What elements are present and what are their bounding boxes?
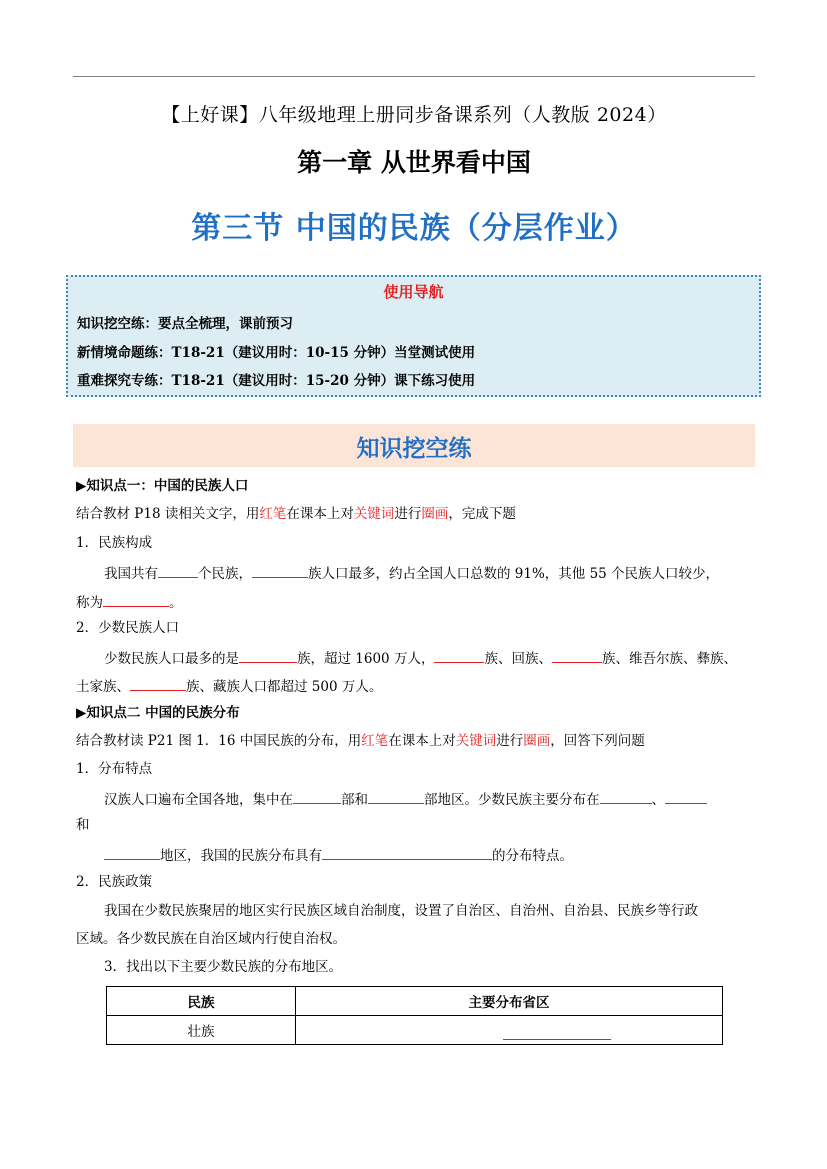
kp2-intro-red-circle: 圈画 bbox=[523, 733, 551, 749]
kp2-para1-line2: 和 bbox=[76, 817, 90, 833]
header-rule bbox=[73, 76, 755, 77]
kp2-intro-text-a: 结合教材读 P21 图 1．16 中国民族的分布，用 bbox=[76, 733, 362, 749]
kp2-sub2: 2．民族政策 bbox=[76, 874, 153, 890]
kp2-para2-line2: 区域。各少数民族在自治区域内行使自治权。 bbox=[76, 931, 346, 947]
blank-field[interactable] bbox=[665, 789, 707, 804]
kp1-p1-text-c: 族人口最多，约占全国人口总数的 91%，其他 55 个民族人口较少， bbox=[308, 566, 720, 582]
blank-field[interactable] bbox=[322, 845, 492, 860]
kp1-p2-text-f: 族、藏族人口都超过 500 万人。 bbox=[186, 679, 383, 695]
usage-guide-box bbox=[66, 275, 761, 397]
guide-line-2: 新情境命题练：T18-21（建议用时：10-15 分钟）当堂测试使用 bbox=[77, 345, 476, 361]
blank-field[interactable] bbox=[104, 845, 160, 860]
kp1-intro bbox=[76, 505, 516, 523]
guide-title: 使用导航 bbox=[383, 283, 444, 301]
guide-line-3: 重难探究专练：T18-21（建议用时：15-20 分钟）课下练习使用 bbox=[77, 373, 476, 389]
kp2-intro-text-b: 在课本上对 bbox=[388, 733, 456, 749]
kp1-intro-red-circle: 圈画 bbox=[421, 506, 449, 522]
kp2-intro-text-d: ，回答下列问题 bbox=[550, 733, 645, 749]
kp2-sub3: 3．找出以下主要少数民族的分布地区。 bbox=[104, 959, 343, 975]
blank-field[interactable] bbox=[368, 789, 424, 804]
kp1-p1-text-e: 。 bbox=[169, 595, 183, 611]
kp2-p1-text-c: 部地区。少数民族主要分布在 bbox=[424, 792, 600, 808]
table-header-row bbox=[107, 987, 723, 1016]
kp1-p2-text-b: 族，超过 1600 万人， bbox=[297, 651, 435, 667]
kp1-p2-text-a: 少数民族人口最多的是 bbox=[104, 651, 239, 667]
kp1-p2-text-c: 族、回族、 bbox=[484, 651, 552, 667]
kp1-sub1: 1．民族构成 bbox=[76, 535, 153, 551]
kp2-intro bbox=[76, 732, 645, 750]
kp1-para2-line2 bbox=[76, 676, 382, 696]
kp2-p1-text-d: 、 bbox=[651, 792, 665, 808]
kp1-intro-text-c: 进行 bbox=[394, 506, 422, 522]
section-title: 第三节 中国的民族（分层作业） bbox=[191, 211, 637, 246]
section-banner bbox=[73, 424, 755, 467]
kp1-p2-text-d: 族、维吾尔族、彝族、 bbox=[601, 651, 737, 667]
kp1-intro-red-keyword: 关键词 bbox=[353, 506, 395, 522]
kp1-para1-line2 bbox=[76, 592, 183, 612]
kp1-para2-line1 bbox=[104, 648, 737, 668]
kp1-sub2: 2．少数民族人口 bbox=[76, 620, 180, 636]
table-row bbox=[107, 1016, 723, 1045]
kp2-intro-text-c: 进行 bbox=[496, 733, 524, 749]
kp1-intro-text-a: 结合教材 P18 读相关文字，用 bbox=[76, 506, 260, 522]
series-title: 【上好课】八年级地理上册同步备课系列（人教版 2024） bbox=[161, 104, 667, 126]
blank-field[interactable] bbox=[252, 563, 308, 578]
kp1-p1-text-d: 称为 bbox=[76, 595, 103, 611]
blank-field[interactable] bbox=[158, 563, 198, 578]
kp1-p1-text-b: 个民族， bbox=[198, 566, 252, 582]
kp1-intro-text-d: ，完成下题 bbox=[448, 506, 516, 522]
kp2-p1-text-a: 汉族人口遍布全国各地，集中在 bbox=[104, 792, 293, 808]
blank-field[interactable] bbox=[103, 592, 169, 607]
table-header-region: 主要分布省区 bbox=[296, 987, 723, 1016]
guide-line-1: 知识挖空练：要点全梳理，课前预习 bbox=[77, 316, 293, 332]
kp2-p1-text-f: 地区，我国的民族分布具有 bbox=[160, 848, 322, 864]
kp2-p1-text-g: 的分布特点。 bbox=[492, 848, 573, 864]
blank-field[interactable] bbox=[434, 648, 484, 663]
chapter-title: 第一章 从世界看中国 bbox=[297, 148, 531, 177]
kp1-intro-red-pen: 红笔 bbox=[259, 506, 287, 522]
blank-field[interactable] bbox=[552, 648, 602, 663]
kp1-intro-text-b: 在课本上对 bbox=[286, 506, 354, 522]
ethnic-distribution-table bbox=[106, 986, 723, 1045]
kp2-intro-red-keyword: 关键词 bbox=[455, 733, 497, 749]
kp2-para1-line1 bbox=[104, 789, 707, 809]
kp2-heading: ▶知识点二 中国的民族分布 bbox=[76, 705, 240, 721]
banner-title: 知识挖空练 bbox=[356, 436, 472, 462]
kp1-heading: ▶知识点一：中国的民族人口 bbox=[76, 478, 249, 494]
kp2-p1-text-b: 部和 bbox=[341, 792, 368, 808]
blank-field[interactable] bbox=[239, 648, 297, 663]
kp2-para1-line3 bbox=[104, 845, 573, 865]
blank-field[interactable] bbox=[293, 789, 341, 804]
kp1-para1-line1 bbox=[104, 563, 719, 583]
blank-field[interactable] bbox=[600, 789, 652, 804]
table-header-ethnic: 民族 bbox=[107, 987, 296, 1016]
kp2-para2-line1: 我国在少数民族聚居的地区实行民族区域自治制度，设置了自治区、自治州、自治县、民族乡等行政 bbox=[104, 903, 698, 919]
kp1-p2-text-e: 土家族、 bbox=[76, 679, 130, 695]
kp2-intro-red-pen: 红笔 bbox=[361, 733, 389, 749]
kp2-sub1: 1．分布特点 bbox=[76, 761, 153, 777]
blank-field[interactable] bbox=[503, 1025, 611, 1040]
table-cell-ethnic: 壮族 bbox=[107, 1016, 296, 1045]
blank-field[interactable] bbox=[130, 676, 186, 691]
kp1-p1-text-a: 我国共有 bbox=[104, 566, 158, 582]
table-cell-region[interactable] bbox=[296, 1016, 723, 1045]
